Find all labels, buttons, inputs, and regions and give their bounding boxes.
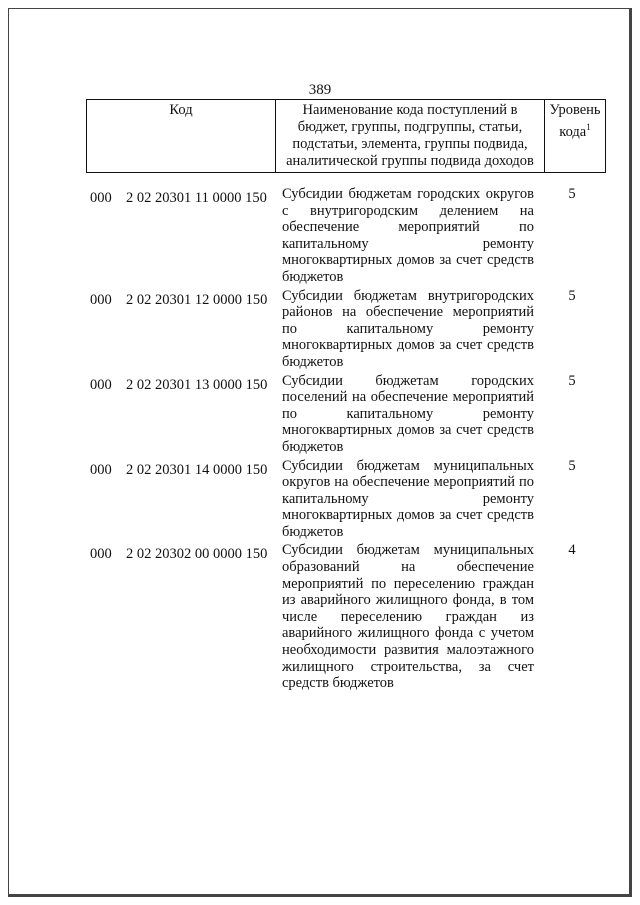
table-row [0,458,640,541]
row-prefix: 000 [90,461,112,478]
row-name: Субсидии бюджетам муниципальных округов на обеспечение мероприятий по капитальному ремонту многоквартирных домов за счет средств бюджетов [282,457,534,540]
row-prefix: 000 [90,546,112,563]
row-level: 5 [568,287,576,304]
row-name: Субсидии бюджетам городских округов с внутригородским делением на обеспечение мероприятий по капитальному ремонту многоквартирных домов за счет средств бюджетов [282,186,534,285]
row-code: 2 02 20301 12 0000 150 [126,291,268,308]
row-name: Субсидии бюджетам городских поселений на обеспечение мероприятий по капитальному ремонту многоквартирных домов за счет средств бюджетов [282,372,534,455]
row-name: Субсидии бюджетам внутригородских районов на обеспечение мероприятий по капитальному ремонту многоквартирных домов за счет средств бюджетов [282,287,534,370]
row-prefix: 000 [90,291,112,308]
row-level: 4 [568,542,576,559]
row-code: 2 02 20302 00 0000 150 [126,546,268,563]
row-level: 5 [568,186,576,202]
table-row [0,542,640,691]
row-prefix: 000 [90,190,112,206]
row-code: 2 02 20301 14 0000 150 [126,461,268,478]
header-level-footnote: 1 [586,122,591,132]
table-row [0,373,640,456]
row-name: Субсидии бюджетам муниципальных образований на обеспечение мероприятий по переселению граждан из аварийного жилищного фонда, в том числе переселению граждан из аварийного жилищного фонда с учетом необходимости развития малоэтажного жилищного строительства, за счет средств бюджетов [282,542,534,692]
code-list [0,186,640,692]
row-level: 5 [568,372,576,389]
page-number: 389 [308,82,332,98]
row-code: 2 02 20301 13 0000 150 [126,376,268,393]
header-level-label: Уровень кода [549,102,601,140]
table-row [0,288,640,371]
row-prefix: 000 [90,376,112,393]
table-row [0,186,640,286]
row-code: 2 02 20301 11 0000 150 [126,190,267,206]
column-header-table [86,99,606,173]
row-level: 5 [568,457,576,474]
header-name: Наименование кода поступлений в бюджет, группы, подгруппы, статьи, подстатьи, элемента, группы подвида, аналитической группы подвида доходов [276,100,545,173]
header-level [545,100,606,173]
header-code: Код [87,100,276,173]
